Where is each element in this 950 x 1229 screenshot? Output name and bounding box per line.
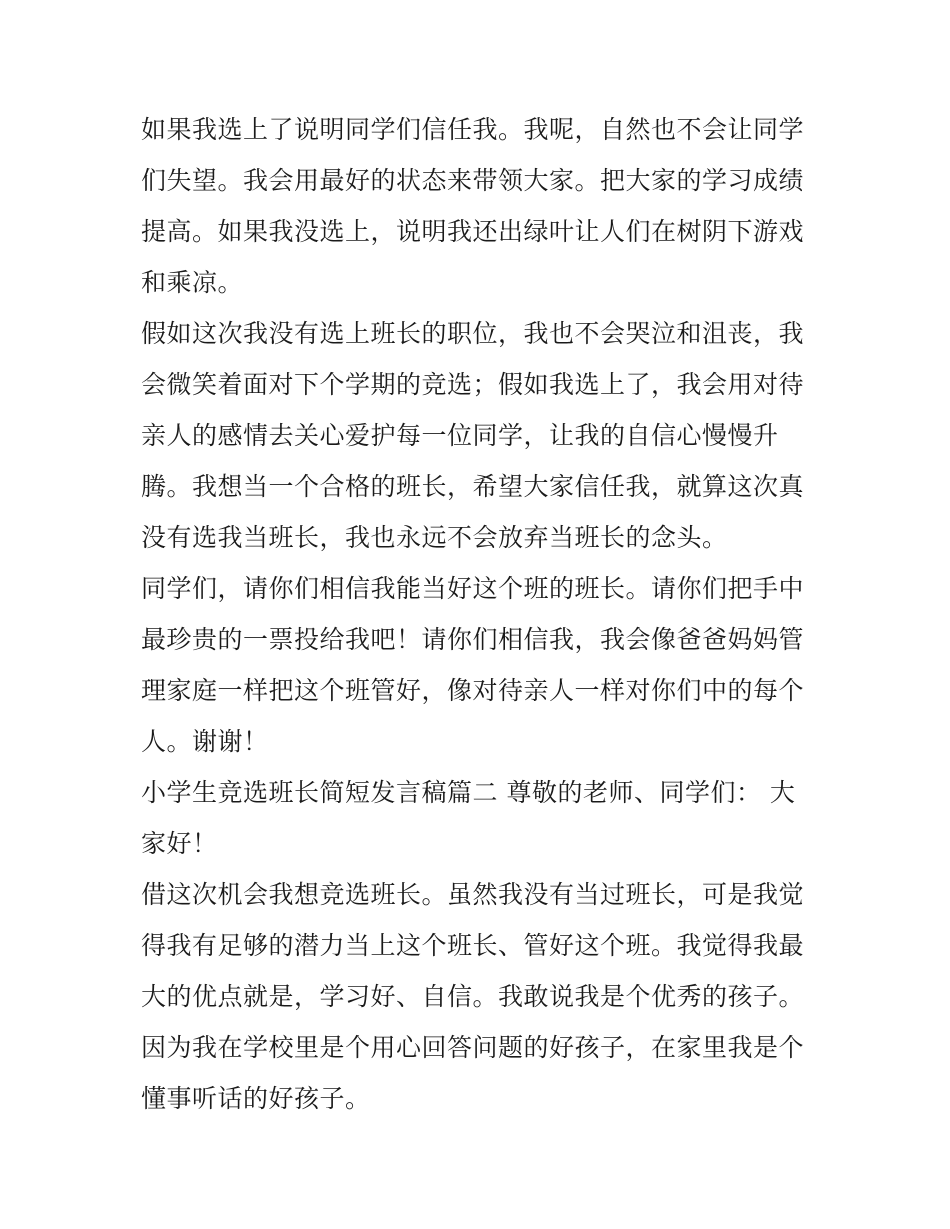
paragraph: 如果我选上了说明同学们信任我。我呢，自然也不会让同学们失望。我会用最好的状态来带领大家。把大家的学习成绩提高。如果我没选上，说明我还出绿叶让人们在树阴下游戏和乘凉。 — [141, 115, 805, 297]
document-body — [141, 104, 813, 1124]
paragraph: 同学们，请你们相信我能当好这个班的班长。请你们把手中最珍贵的一票投给我吧！请你们相信我，我会像爸爸妈妈管理家庭一样把这个班管好，像对待亲人一样对你们中的每个人。谢谢！ — [141, 574, 805, 756]
paragraph-heading: 小学生竞选班长简短发言稿篇二 尊敬的老师、同学们： 大家好！ — [141, 778, 796, 858]
paragraph: 假如这次我没有选上班长的职位，我也不会哭泣和沮丧，我会微笑着面对下个学期的竞选；假如我选上了，我会用对待亲人的感情去关心爱护每一位同学，让我的自信心慢慢升腾。我想当一个合格的班长，希望大家信任我，就算这次真没有选我当班长，我也永远不会放弃当班长的念头。 — [141, 319, 805, 552]
paragraph: 借这次机会我想竞选班长。虽然我没有当过班长，可是我觉得我有足够的潜力当上这个班长、管好这个班。我觉得我最大的优点就是，学习好、自信。我敢说我是个优秀的孩子。因为我在学校里是个用心回答问题的好孩子，在家里我是个懂事听话的好孩子。 — [141, 880, 805, 1113]
